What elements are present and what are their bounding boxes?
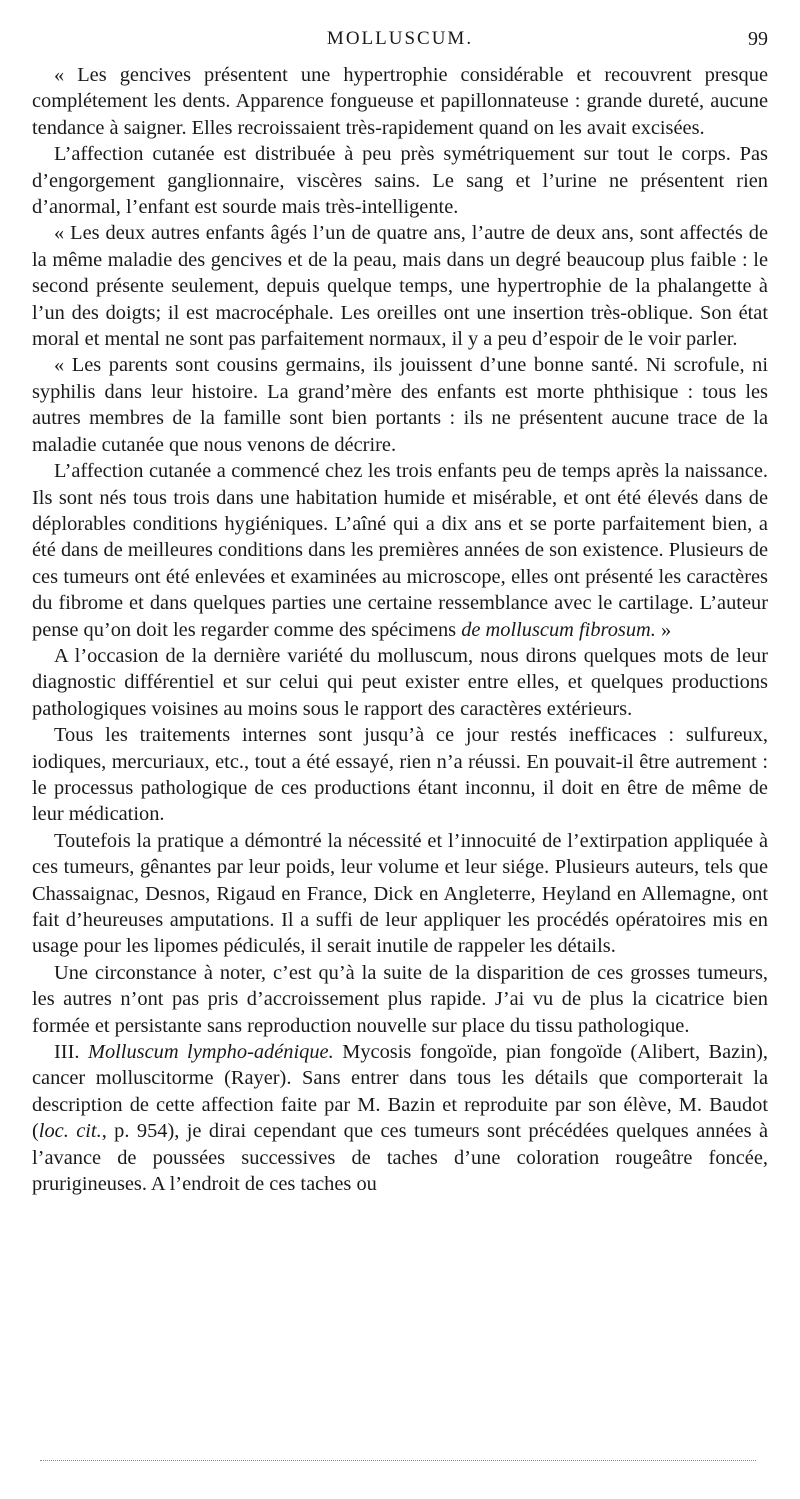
- paragraph-parents: [32, 352, 768, 458]
- body-text: [32, 62, 768, 1197]
- paragraph-diagnostic: [32, 643, 768, 722]
- section-numeral: III.: [54, 1041, 80, 1064]
- page-number: 99: [748, 28, 768, 50]
- paragraph-text: , p. 954), je dirai cependant que ces tumeurs sont précédées quelques années à l’avance de poussées successives de taches d’une coloration rougeâtre foncée, prurigineuses. A l’endroit de ces taches ou: [32, 1120, 768, 1196]
- paragraph-deux-autres-enfants: [32, 220, 768, 352]
- book-page: [32, 28, 768, 1197]
- paragraph-text: Tous les traitements internes sont jusqu’à ce jour restés inefficaces : sulfureux, iodiques, mercuriaux, etc., tout a été essayé, rien n’a réussi. En pouvait-il être autrement : le processus pathologique de ces productions étant inconnu, il doit en être de même de leur médication.: [32, 724, 768, 826]
- paragraph-text: Toutefois la pratique a démontré la nécessité et l’innocuité de l’extirpation appliquée à ces tumeurs, gênantes par leur poids, leur volume et leur siége. Plusieurs auteurs, tels que Chassaignac, Desnos, Rigaud en France, Dick en Angleterre, Heyland en Allemagne, ont fait d’heureuses amputations. Il a suffi de leur appliquer les procédés opératoires mis en usage pour les lipomes pédiculés, il serait inutile de rappeler les détails.: [32, 829, 768, 958]
- paragraph-italic-term: de molluscum fibrosum.: [461, 618, 656, 641]
- citation-italic: loc. cit.: [38, 1120, 102, 1143]
- paragraph-gencives: [32, 62, 768, 141]
- paragraph-circonstance: [32, 960, 768, 1039]
- footer-dotted-rule: [40, 1460, 756, 1461]
- paragraph-debut-affection: [32, 458, 768, 643]
- paragraph-affection-cutanee: [32, 141, 768, 220]
- running-head: [32, 28, 768, 62]
- paragraph-molluscum-lympho-adenique: [32, 1039, 768, 1197]
- paragraph-closing-quote: »: [655, 618, 672, 641]
- paragraph-text: A l’occasion de la dernière variété du molluscum, nous dirons quelques mots de leur diagnostic différentiel et sur celui qui peut exister entre elles, et quelques productions pathologiques voisines au moins sous le rapport des caractères extérieurs.: [32, 644, 768, 720]
- paragraph-text: L’affection cutanée est distribuée à peu près symétriquement sur tout le corps. Pas d’engorgement ganglionnaire, viscères sains. Le sang et l’urine ne présentent rien d’anormal, l’enfant est sourde mais très-intelligente.: [32, 143, 768, 219]
- section-title: Molluscum lympho-adénique.: [87, 1041, 334, 1064]
- paragraph-text: Une circonstance à noter, c’est qu’à la suite de la disparition de ces grosses tumeurs, les autres n’ont pas pris d’accroissement plus rapide. J’ai vu de plus la cicatrice bien formée et persistante sans reproduction nouvelle sur place du tissu pathologique.: [32, 961, 768, 1037]
- paragraph-traitements: [32, 722, 768, 828]
- paragraph-text: « Les deux autres enfants âgés l’un de quatre ans, l’autre de deux ans, sont affectés de la même maladie des gencives et de la peau, mais dans un degré beaucoup plus faible : le second présente seulement, depuis quelque temps, une hypertrophie de la phalangette à l’un des doigts; il est macrocéphale. Les oreilles ont une insertion très-oblique. Son état moral et mental ne sont pas parfaitement normaux, il y a peu d’espoir de le voir parler.: [32, 222, 768, 351]
- paragraph-extirpation: [32, 828, 768, 960]
- paragraph-text: « Les gencives présentent une hypertrophie considérable et recouvrent presque complétement les dents. Apparence fongueuse et papillonnateuse : grande dureté, aucune tendance à saigner. Elles recroissaient très-rapidement quand on les avait excisées.: [32, 64, 768, 139]
- paragraph-text: Mycosis fongoïde, pian fongoïde (Alibert, Bazin), cancer molluscitorme (Rayer). Sans entrer dans tous les détails que comporterait la description de cette affection faite par M. Bazin et reproduite par son élève, M. Baudot (: [32, 1041, 768, 1143]
- paragraph-text: « Les parents sont cousins germains, ils jouissent d’une bonne santé. Ni scrofule, ni syphilis dans leur histoire. La grand’mère des enfants est morte phthisique : tous les autres membres de la famille sont bien portants : ils ne présentent aucune trace de la maladie cutanée que nous venons de décrire.: [32, 354, 768, 456]
- paragraph-text: L’affection cutanée a commencé chez les trois enfants peu de temps après la naissance. Ils sont nés tous trois dans une habitation humide et misérable, et ont été élevés dans de déplorables conditions hygiéniques. L’aîné qui a dix ans et se porte parfaitement bien, a été dans de meilleures conditions dans les premières années de son existence. Plusieurs de ces tumeurs ont été enlevées et examinées au microscope, elles ont présenté les caractères du fibrome et dans quelques parties une certaine ressemblance avec le cartilage. L’auteur pense qu’on doit les regarder comme des spécimens: [32, 460, 768, 641]
- running-title: MOLLUSCUM.: [326, 28, 474, 49]
